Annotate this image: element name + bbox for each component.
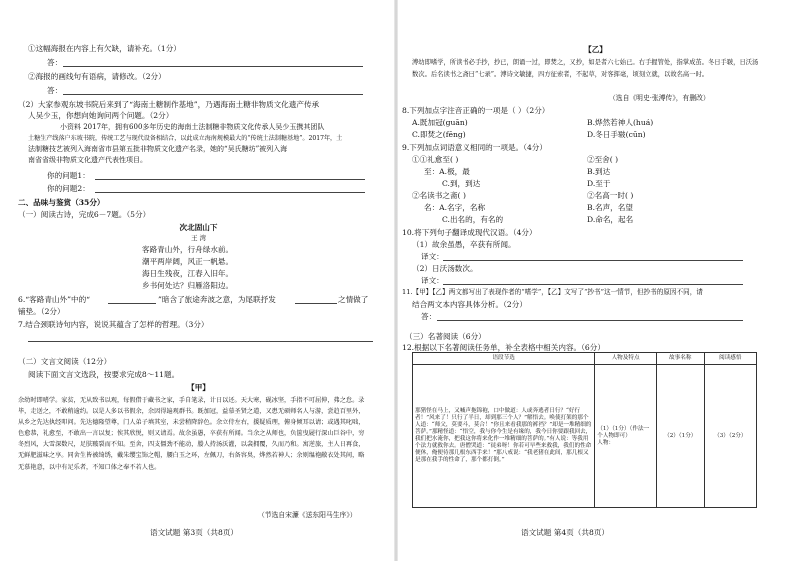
col-header: 故事名称 bbox=[656, 353, 704, 365]
answer-line[interactable] bbox=[63, 94, 363, 95]
q5-part2: （2）大家参观东坡书院后来到了“海南土糖制作基地”，乃遇海南土糖非物质文化遗产传承 bbox=[18, 100, 320, 109]
q6-part-b: ”暗含了旅途奔波之意，为尾联抒发 bbox=[158, 295, 276, 304]
q9-option[interactable]: D.命名，起名 bbox=[587, 215, 634, 224]
q7-prompt: 7.结合颈联诗句内容，说说其蕴含了怎样的哲理。（3分） bbox=[18, 320, 209, 329]
q10-item: （1）故余虽愚，卒获有所闻。 bbox=[412, 240, 516, 249]
q6-part-a: 6.“客路青山外”中的“ bbox=[18, 295, 91, 304]
cell-text: （1）（1分）（作法一个人物即可） bbox=[597, 425, 650, 439]
classical-instruction: 阅读下面文言文选段，按要求完成8～11题。 bbox=[28, 370, 180, 379]
q9-option[interactable]: C.到，到达 bbox=[442, 179, 481, 188]
q12-prompt: 12.根据以下名著阅读任务单，补全表格中相关内容。（6分） bbox=[402, 343, 605, 352]
poem-title: 次北固山下 bbox=[179, 223, 218, 232]
cell-text: 人物： bbox=[597, 439, 615, 446]
q10-item: （2）日沃汤数次。 bbox=[412, 264, 478, 273]
q8-option-a[interactable]: A.既加冠(guān) bbox=[412, 118, 468, 127]
q8-option-d[interactable]: D.冬日手皲(cūn) bbox=[587, 130, 646, 139]
poem-line: 潮平两岸阔，风正一帆悬。 bbox=[142, 257, 234, 266]
material-1: 小资料 2017年，拥有600多年历史的海南土法制糖非物质文化传承人吴少玉携其团队 bbox=[60, 123, 325, 131]
jia-source: （节选自宋濂《送东阳马生序》） bbox=[258, 511, 357, 519]
q8-option-b[interactable]: B.烨然若神人(huá) bbox=[587, 118, 654, 127]
section-title: 二、品味与鉴赏（35分） bbox=[18, 198, 105, 207]
answer-line[interactable] bbox=[443, 284, 743, 285]
yi-source: （选自《明史·张溥传》，有删改） bbox=[609, 94, 710, 102]
answer-label: 答： bbox=[421, 312, 437, 321]
q9-option[interactable]: 名：A.名字，名称 bbox=[424, 203, 486, 212]
q5-2-prompt: ②海报的画线句有语病，请修改。（2分） bbox=[28, 72, 166, 81]
table-header-row bbox=[413, 353, 757, 365]
answer-line[interactable] bbox=[63, 66, 363, 67]
your-question-2: 你的问题2： bbox=[47, 184, 90, 193]
answer-label: 答： bbox=[47, 86, 63, 95]
q5-part2-cont: 人吴少玉，你想向她询问两个问题。（2分） bbox=[28, 111, 174, 120]
poem-line: 客路青山外，行舟绿水前。 bbox=[142, 245, 234, 254]
person-cell[interactable] bbox=[595, 365, 657, 508]
answer-line[interactable] bbox=[95, 192, 365, 193]
q6-part-d: 铺垫。（2分） bbox=[18, 307, 65, 316]
translation-label: 译文： bbox=[421, 252, 444, 261]
material-4: 南省省级非物质文化遗产代表性项目。 bbox=[28, 156, 147, 164]
q9-item: ①①礼愈至( ) bbox=[412, 155, 459, 164]
q5-1-prompt: ①这幅海报在内容上有欠缺，请补充。（1分） bbox=[28, 44, 181, 53]
feeling-cell[interactable]: （3）（2分） bbox=[704, 365, 756, 508]
q9-option[interactable]: B.到达 bbox=[587, 167, 611, 176]
q11-prompt: 11.【甲】【乙】两文都写出了表现作者的“嗜学”，【乙】文写了“抄书”这一情节，但抄书的原因不同，请 bbox=[402, 288, 703, 296]
poem-line: 海日生残夜，江春入旧年。 bbox=[142, 269, 234, 278]
section-title: （三）名著阅读（6分） bbox=[405, 332, 486, 341]
translation-label: 译文： bbox=[421, 276, 444, 285]
story-cell[interactable]: （2）（1分） bbox=[656, 365, 704, 508]
q9-option[interactable]: C.出名的，有名的 bbox=[442, 215, 504, 224]
q8-prompt: 8.下列加点字注音正确的一项是（ ）（2分） bbox=[402, 106, 550, 115]
poem-line: 乡书何处达？归雁洛阳边。 bbox=[142, 281, 234, 290]
q9-item: ②至舍( ) bbox=[587, 155, 619, 164]
poem-author: 王 湾 bbox=[190, 234, 207, 242]
classical-section: （二）文言文阅读（12分） bbox=[18, 357, 112, 366]
jia-label: 【甲】 bbox=[187, 383, 210, 392]
answer-label: 答： bbox=[47, 58, 63, 67]
q9-item: ②名读书之斋( ) bbox=[412, 191, 466, 200]
q8-option-c[interactable]: C.即焚之(fēng) bbox=[412, 130, 466, 139]
col-header: 阅读感悟 bbox=[704, 353, 756, 365]
fill-blank[interactable] bbox=[295, 303, 337, 304]
material-2: 土糖生产线落户东坡书院，传统工艺与现代设备相结合，以此成立海南规模最大的“传统土法制糖基地”。2017年，土 bbox=[28, 135, 343, 142]
q10-prompt: 10.将下列句子翻译成现代汉语。（4分） bbox=[402, 228, 537, 237]
table-row bbox=[413, 365, 757, 508]
q6-part-c: 之情做了 bbox=[338, 295, 369, 304]
q9-option[interactable]: 至：A.极，最 bbox=[424, 167, 470, 176]
yi-text: 溥幼即嗜学，所读书必手抄，抄已，朗诵一过，即焚之，又抄，如是者六七始已。右手握管处，指掌成茧。冬日手皲，日沃汤数次。后名读书之斋曰“七录”。溥诗文敏捷，四方征索者，不起草，对客挥毫，顷刻立就，以故名高一时。 bbox=[412, 59, 759, 78]
q9-option[interactable]: D.至于 bbox=[587, 179, 611, 188]
q9-option[interactable]: B.名声，名望 bbox=[587, 203, 633, 212]
excerpt-cell: 那猪怪在马上，又喊声拖锦袍，口中做道：人或奔逃者日行？“好行者！”风来了！只行了半日，却到那三个人？”解悟去。唤使打架的那个人道：“师父，莫要斗，莫合！”你且来看我那的裤裆？”却是一堆精细的菩萨。”那精怪道：“悟空，我与你今生是有缘的，我今日你要跟我回去，我们把水淹你，把我这你将来化作一堆精细的菩萨的。”有人说：等我用个法力就救你去。唐僧哭道：“徒弟呀！你若可早些来救我，我们的性命便休，俺便待那几根东西手来！”那八戒说：“我老猪在此间，那几根又是那在我手的性命了，那个都打倒。” bbox=[413, 365, 595, 508]
fill-blank[interactable] bbox=[108, 303, 156, 304]
answer-line[interactable] bbox=[437, 320, 743, 321]
poem-instruction: （一）阅读古诗，完成6－7题。（5分） bbox=[18, 210, 151, 219]
answer-line[interactable] bbox=[28, 341, 373, 342]
jia-text: 余幼时即嗜学。家贫，无从致书以观，每假借于藏书之家，手自笔录，计日以还。天大寒，砚冰坚，手指不可屈伸，弗之怠。录毕，走送之，不敢稍逾约。以是人多以书假余，余因得遍观群书。既加冠，益慕圣贤之道，又患无硕师名人与游，尝趋百里外，从乡之先达执经叩问。先达德隆望尊，门人弟子填其室，未尝稍降辞色。余立侍左右，援疑质理，俯身倾耳以请；或遇其叱咄，色愈恭，礼愈至，不敢出一言以复；俟其欣悦，则又请焉。故余虽愚，卒获有所闻。当余之从师也，负箧曳屣行深山巨谷中，穷冬烈风，大雪深数尺，足肤皲裂而不知。至舍，四支僵劲不能动，媵人持汤沃灌，以衾拥覆，久而乃和。寓逆旅，主人日再食，无鲜肥滋味之享。同舍生皆被绮绣，戴朱缨宝饰之帽，腰白玉之环，左佩刀，右备容臭，烨然若神人；余则缊袍敝衣处其间，略无慕艳意，以中有足乐者，不知口体之奉不若人也。 bbox=[18, 397, 365, 471]
your-question-1: 你的问题1： bbox=[47, 171, 90, 180]
col-header: 语段节选 bbox=[413, 353, 595, 365]
page-footer: 语文试题 第4页（共8页） bbox=[521, 528, 610, 537]
answer-line[interactable] bbox=[95, 179, 365, 180]
q11-prompt-cont: 结合两文本内容具体分析。（2分） bbox=[412, 300, 527, 309]
q9-prompt: 9.下列加点词语意义相同的一项是。（4分） bbox=[402, 143, 547, 152]
page-footer: 语文试题 第3页（共8页） bbox=[150, 528, 239, 537]
col-header: 人物及特点 bbox=[595, 353, 657, 365]
material-3: 法制糖技艺被列入海南省市县第五批非物质文化遗产名录，她的“吴氏糖坊”被列入海 bbox=[28, 145, 288, 153]
reading-task-table bbox=[412, 352, 757, 508]
yi-label: 【乙】 bbox=[584, 45, 607, 54]
answer-line[interactable] bbox=[443, 260, 743, 261]
q9-item: ②名高一时( ) bbox=[587, 191, 634, 200]
